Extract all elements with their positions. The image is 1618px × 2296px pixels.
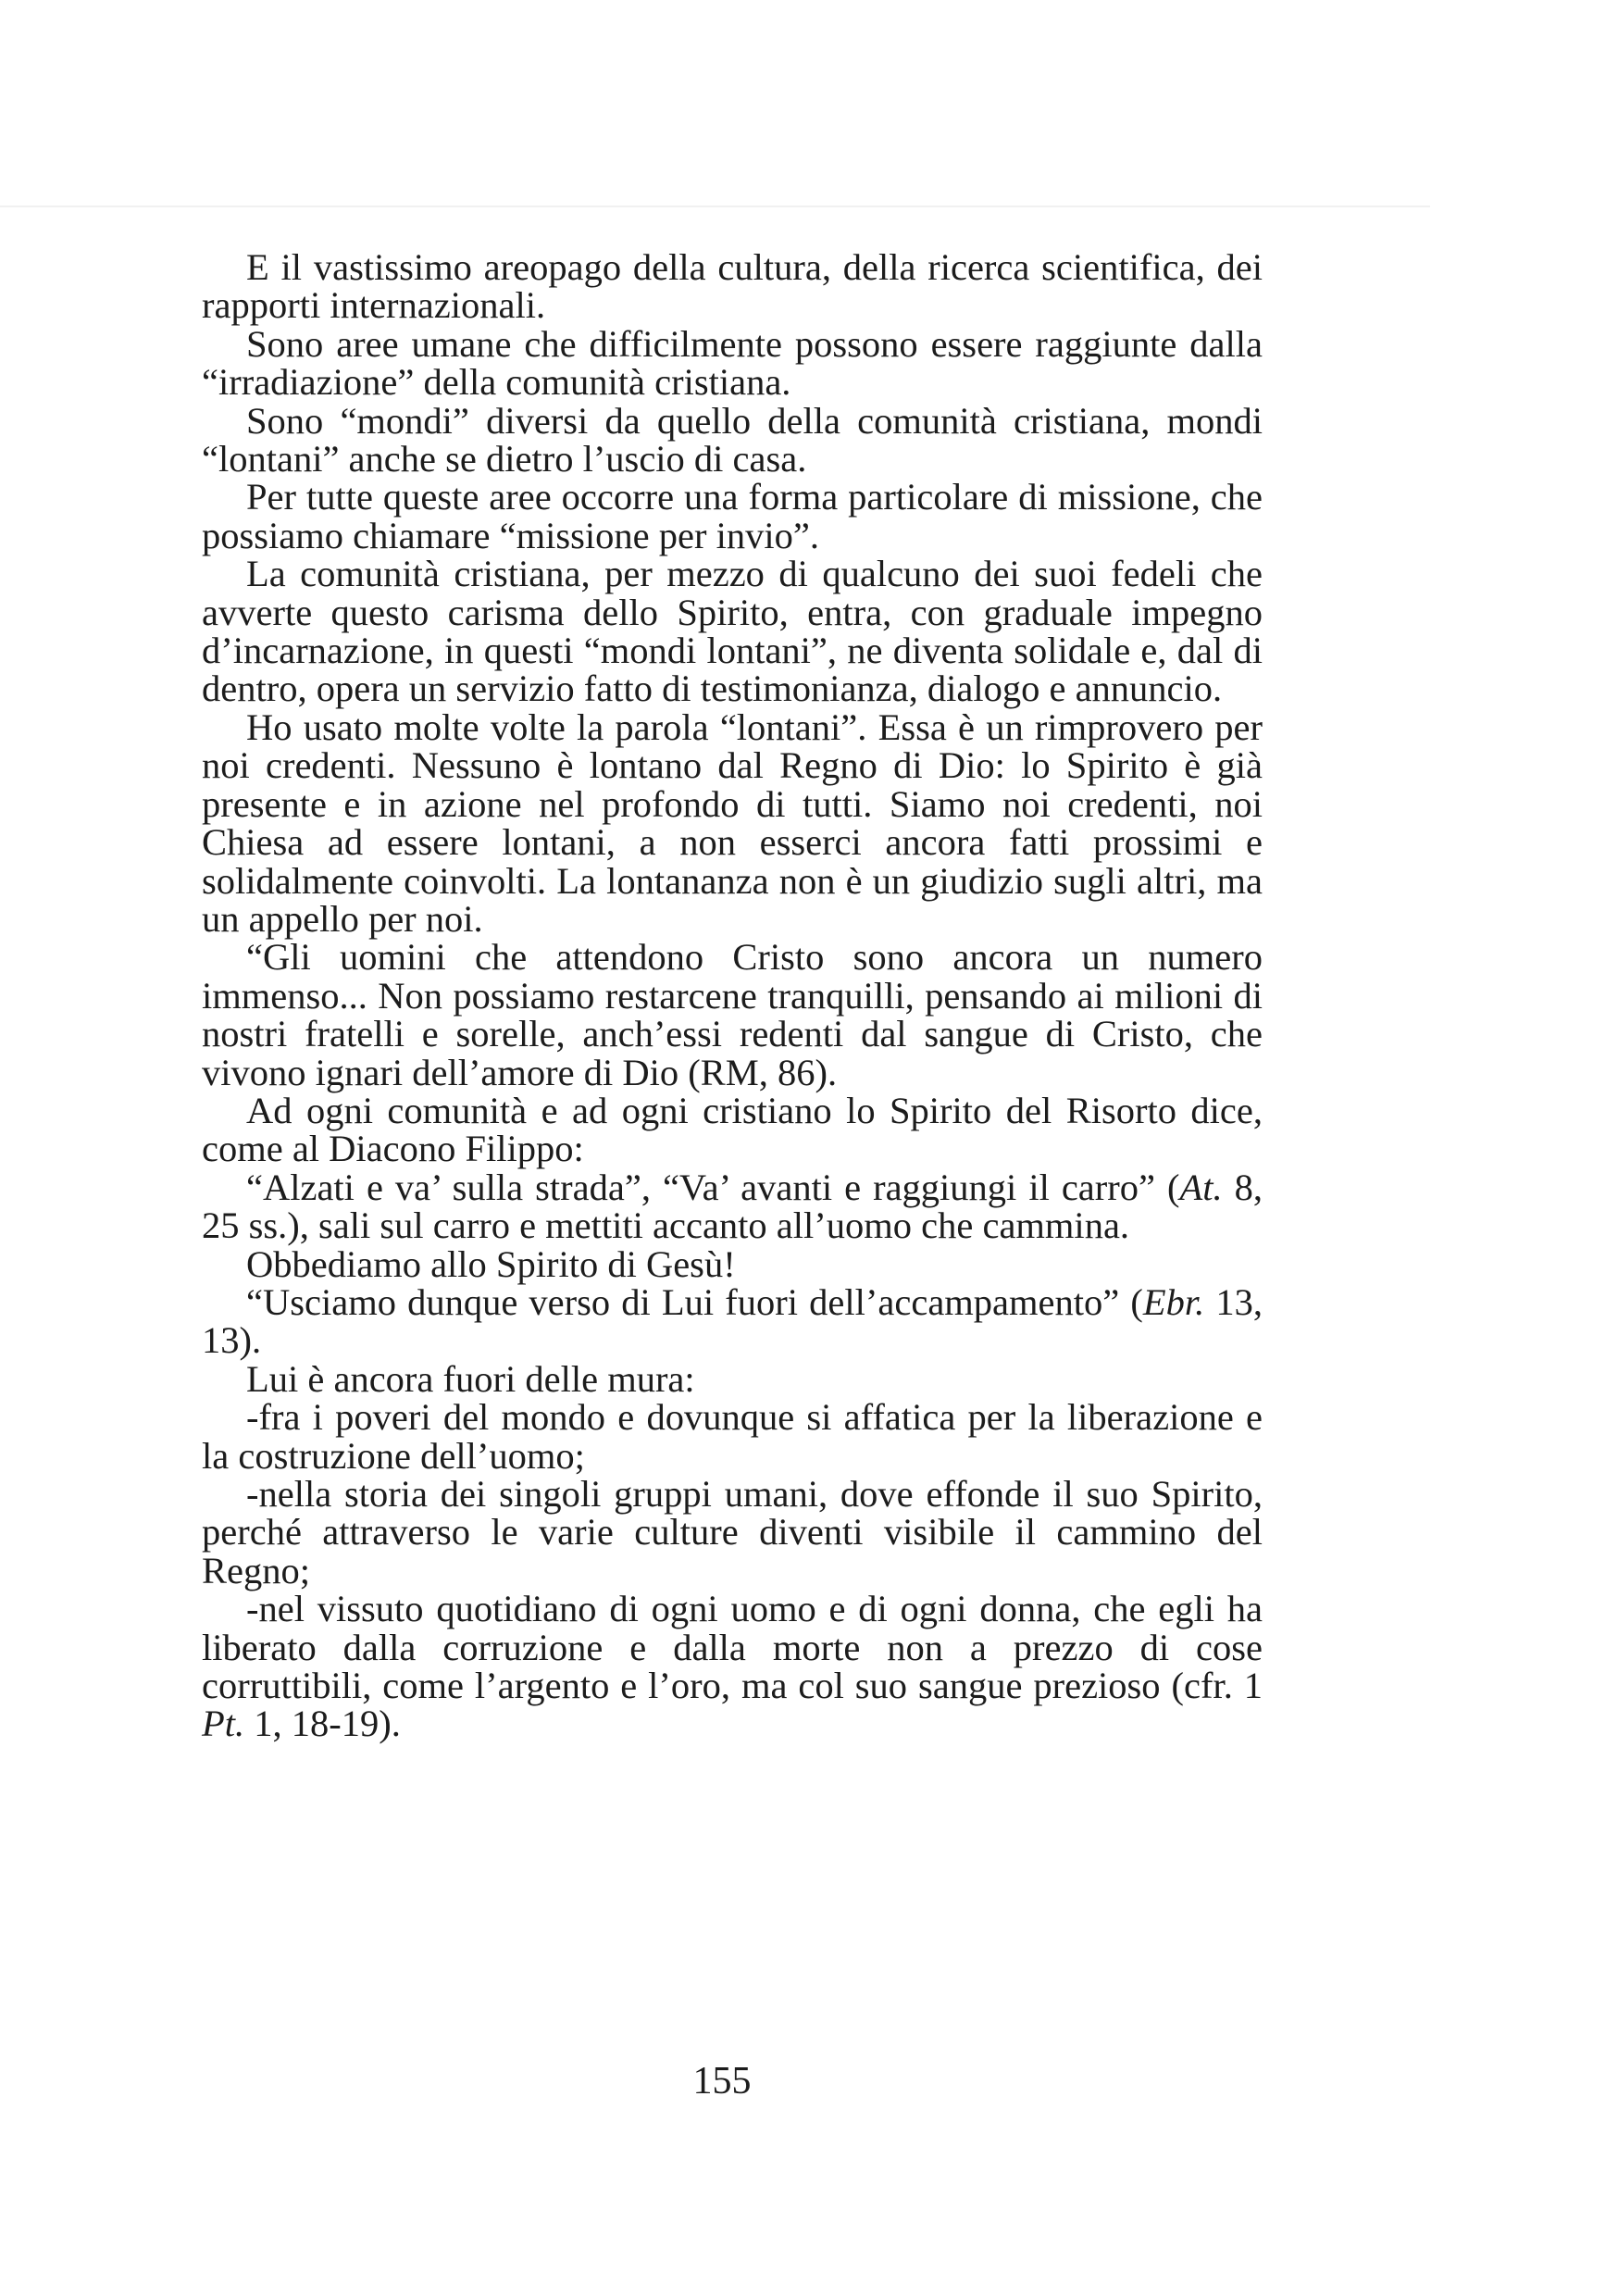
citation-text: “Usciamo dunque verso di Lui fuori dell’accampamento” ( <box>246 1280 1143 1323</box>
citation-paragraph <box>202 1280 1263 1362</box>
paragraph: Obbediamo allo Spirito di Gesù! <box>246 1242 736 1285</box>
citation-text: -nel vissuto quotidiano di ogni uomo e di ogni donna, che egli ha liberato dalla corruzione e dalla morte non a prezzo di cose corruttibili, come l’argento e l’oro, ma col suo sangue prezioso (cfr. 1 <box>202 1588 1263 1707</box>
page-number: 155 <box>692 2060 752 2103</box>
scan-edge-line <box>0 206 1430 207</box>
citation-text: 8, 25 ss.), sali sul carro e mettiti accanto all’uomo che cammina. <box>202 1166 1263 1247</box>
paragraph: La comunità cristiana, per mezzo di qualcuno dei suoi fedeli che avverte questo carisma dello Spirito, entra, con graduale impegno d’incarnazione, in questi “mondi lontani”, ne diventa solidale e, dal di dentro, opera un servizio fatto di testimonianza, dialogo e annuncio. <box>202 553 1263 710</box>
citation-text: “Alzati e va’ sulla strada”, “Va’ avanti e raggiungi il carro” ( <box>246 1166 1180 1208</box>
quote-paragraph: “Gli uomini che attendono Cristo sono ancora un numero immenso... Non possiamo restarcene tranquilli, pensando ai milioni di nostri fratelli e sorelle, anch’essi redenti dal sangue di Cristo, che vivono ignari dell’amore di Dio (RM, 86). <box>202 936 1263 1093</box>
citation-text: 13, 13). <box>202 1280 1263 1362</box>
citation-ref: Pt. <box>202 1703 245 1745</box>
paragraph: Ad ogni comunità e ad ogni cristiano lo Spirito del Risorto dice, come al Diacono Filippo: <box>202 1089 1263 1170</box>
body-text <box>202 248 1263 1743</box>
citation-ref: Ebr. <box>1142 1280 1205 1323</box>
citation-text: 1, 18-19). <box>244 1703 401 1745</box>
citation-ref: At. <box>1179 1166 1223 1208</box>
citation-paragraph <box>202 1168 1263 1245</box>
list-paragraph: -fra i poveri del mondo e dovunque si affatica per la liberazione e la costruzione dell’uomo; <box>202 1396 1263 1477</box>
paragraph: Ho usato molte volte la parola “lontani”. Essa è un rimprovero per noi credenti. Nessuno è lontano dal Regno di Dio: lo Spirito è già presente e in azione nel profondo di tutti. Siamo noi credenti, noi Chiesa ad essere lontani, a non esserci ancora fatti prossimi e solidalmente coinvolti. La lontananza non è un giudizio sugli altri, ma un appello per noi. <box>202 705 1263 940</box>
paragraph: E il vastissimo areopago della cultura, della ricerca scientifica, dei rapporti internazionali. <box>202 246 1263 327</box>
paragraph: Sono “mondi” diversi da quello della comunità cristiana, mondi “lontani” anche se dietro l’uscio di casa. <box>202 399 1263 480</box>
paragraph: Lui è ancora fuori delle mura: <box>246 1357 695 1400</box>
paragraph: Sono aree umane che difficilmente possono essere raggiunte dalla “irradiazione” della comunità cristiana. <box>202 322 1263 404</box>
paragraph: Per tutte queste aree occorre una forma particolare di missione, che possiamo chiamare “missione per invio”. <box>202 476 1263 556</box>
list-paragraph: -nella storia dei singoli gruppi umani, dove effonde il suo Spirito, perché attraverso le varie culture diventi visibile il cammino del Regno; <box>202 1473 1263 1591</box>
citation-paragraph <box>202 1590 1263 1743</box>
